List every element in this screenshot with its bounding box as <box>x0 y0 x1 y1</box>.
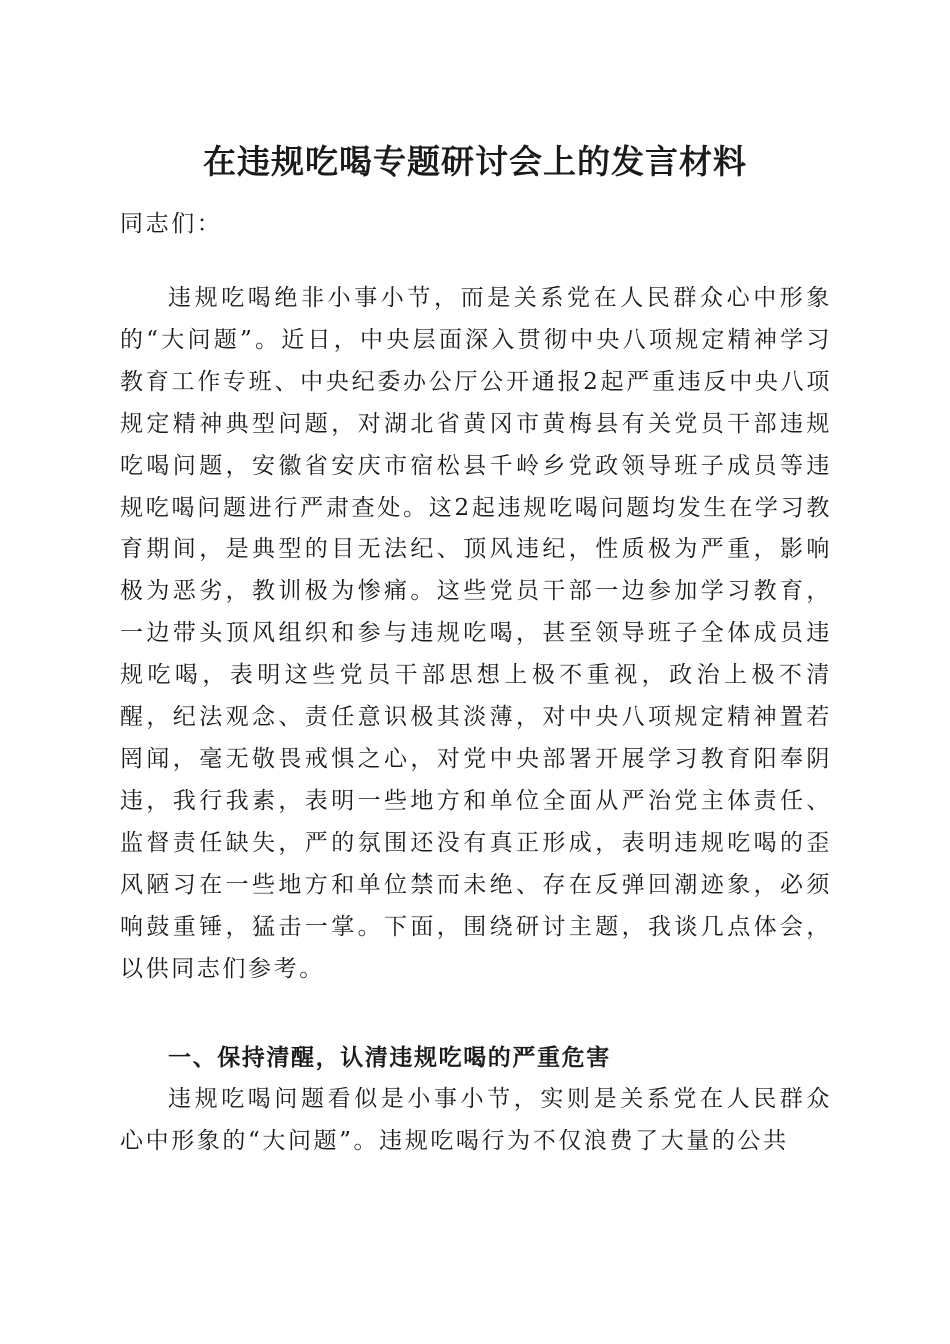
paragraph-1: 违规吃喝绝非小事小节，而是关系党在人民群众心中形象的“大问题”。近日，中央层面深入贯彻中央八项规定精神学习教育工作专班、中央纪委办公厅公开通报2起严重违反中央八项规定精神典型问题，对湖北省黄冈市黄梅县有关党员干部违规吃喝问题，安徽省安庆市宿松县千岭乡党政领导班子成员等违规吃喝问题进行严肃查处。这2起违规吃喝问题均发生在学习教育期间，是典型的目无法纪、顶风违纪，性质极为严重，影响极为恶劣，教训极为惨痛。这些党员干部一边参加学习教育，一边带头顶风组织和参与违规吃喝，甚至领导班子全体成员违规吃喝，表明这些党员干部思想上极不重视，政治上极不清醒，纪法观念、责任意识极其淡薄，对中央八项规定精神置若罔闻，毫无敬畏戒惧之心，对党中央部署开展学习教育阳奉阴违，我行我素，表明一些地方和单位全面从严治党主体责任、监督责任缺失，严的氛围还没有真正形成，表明违规吃喝的歪风陋习在一些地方和单位禁而未绝、存在反弹回潮迹象，必须响鼓重锤，猛击一掌。下面，围绕研讨主题，我谈几点体会，以供同志们参考。 <box>120 285 832 982</box>
paragraph-2: 违规吃喝问题看似是小事小节，实则是关系党在人民群众心中形象的“大问题”。违规吃喝行为不仅浪费了大量的公共 <box>120 1086 832 1154</box>
salutation: 同志们： <box>120 211 223 237</box>
section-heading-1: 一、保持清醒，认清违规吃喝的严重危害 <box>168 1045 611 1071</box>
document-title: 在违规吃喝专题研讨会上的发言材料 <box>203 142 747 181</box>
